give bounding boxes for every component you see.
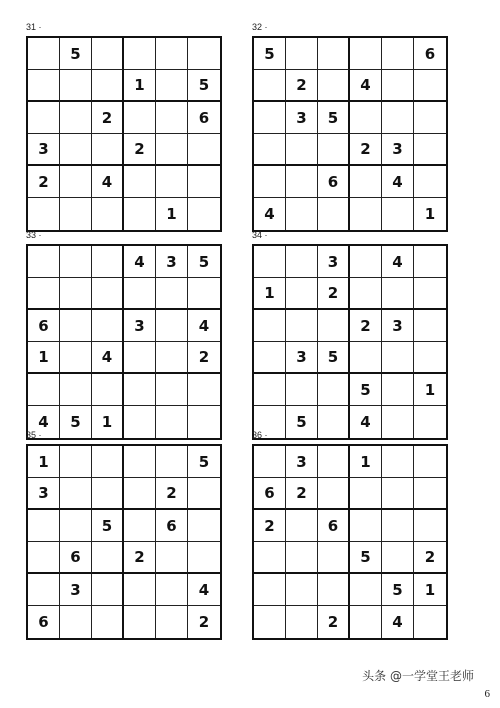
grid-cell bbox=[60, 446, 92, 478]
grid-cell bbox=[254, 70, 286, 102]
grid-cell bbox=[124, 278, 156, 310]
grid-cell: 4 bbox=[382, 246, 414, 278]
grid-cell bbox=[92, 38, 124, 70]
grid-cell bbox=[350, 102, 382, 134]
grid-cell: 3 bbox=[382, 134, 414, 166]
grid-cell: 2 bbox=[92, 102, 124, 134]
grid-cell bbox=[382, 342, 414, 374]
grid-cell bbox=[318, 574, 350, 606]
grid-cell bbox=[124, 406, 156, 438]
watermark: 头条 @一学堂王老师 bbox=[362, 669, 474, 683]
grid-cell: 5 bbox=[60, 38, 92, 70]
grid-cell bbox=[318, 38, 350, 70]
grid-cell bbox=[156, 166, 188, 198]
grid-cell bbox=[124, 166, 156, 198]
grid-cell bbox=[124, 38, 156, 70]
grid-cell bbox=[350, 478, 382, 510]
sudoku-grid bbox=[26, 36, 222, 232]
sudoku-grid bbox=[252, 444, 448, 640]
grid-cell bbox=[318, 374, 350, 406]
sudoku-grid bbox=[26, 244, 222, 440]
grid-cell bbox=[286, 246, 318, 278]
grid-cell bbox=[92, 198, 124, 230]
grid-cell bbox=[28, 374, 60, 406]
grid-cell bbox=[286, 166, 318, 198]
grid-cell bbox=[382, 198, 414, 230]
grid-cell bbox=[92, 310, 124, 342]
grid-cell: 5 bbox=[318, 102, 350, 134]
grid-cell bbox=[254, 134, 286, 166]
grid-cell bbox=[92, 542, 124, 574]
grid-cell bbox=[350, 510, 382, 542]
grid-cell bbox=[60, 102, 92, 134]
grid-cell: 3 bbox=[286, 446, 318, 478]
grid-cell: 5 bbox=[350, 542, 382, 574]
grid-cell bbox=[382, 278, 414, 310]
grid-cell bbox=[254, 374, 286, 406]
grid-cell bbox=[318, 134, 350, 166]
grid-cell bbox=[286, 374, 318, 406]
grid-cell bbox=[92, 246, 124, 278]
grid-cell: 3 bbox=[60, 574, 92, 606]
grid-cell bbox=[28, 70, 60, 102]
grid-cell bbox=[414, 606, 446, 638]
grid-cell: 6 bbox=[28, 310, 60, 342]
grid-cell: 4 bbox=[382, 606, 414, 638]
grid-cell bbox=[92, 70, 124, 102]
grid-cell bbox=[124, 478, 156, 510]
grid-cell: 6 bbox=[188, 102, 220, 134]
grid-cell: 5 bbox=[188, 246, 220, 278]
grid-cell: 3 bbox=[124, 310, 156, 342]
grid-cell bbox=[350, 606, 382, 638]
grid-cell: 2 bbox=[28, 166, 60, 198]
grid-cell bbox=[188, 134, 220, 166]
grid-cell bbox=[156, 134, 188, 166]
grid-cell bbox=[124, 342, 156, 374]
grid-cell bbox=[382, 70, 414, 102]
grid-cell bbox=[414, 278, 446, 310]
grid-cell: 1 bbox=[254, 278, 286, 310]
grid-cell bbox=[318, 198, 350, 230]
grid-cell bbox=[254, 446, 286, 478]
grid-cell: 1 bbox=[414, 374, 446, 406]
grid-cell: 4 bbox=[382, 166, 414, 198]
grid-cell bbox=[156, 278, 188, 310]
grid-cell bbox=[60, 246, 92, 278]
grid-cell bbox=[124, 606, 156, 638]
grid-cell bbox=[28, 38, 60, 70]
grid-cell: 6 bbox=[254, 478, 286, 510]
grid-cell bbox=[286, 198, 318, 230]
puzzle-number: 33 · bbox=[26, 230, 42, 240]
grid-cell bbox=[28, 510, 60, 542]
grid-cell: 2 bbox=[254, 510, 286, 542]
grid-cell bbox=[350, 246, 382, 278]
grid-cell bbox=[414, 166, 446, 198]
grid-cell: 1 bbox=[28, 342, 60, 374]
puzzle-number: 32 · bbox=[252, 22, 268, 32]
grid-cell bbox=[92, 446, 124, 478]
grid-cell bbox=[414, 310, 446, 342]
grid-cell bbox=[350, 198, 382, 230]
grid-cell: 5 bbox=[382, 574, 414, 606]
grid-cell bbox=[350, 278, 382, 310]
grid-cell bbox=[286, 134, 318, 166]
grid-cell bbox=[156, 446, 188, 478]
grid-cell bbox=[28, 198, 60, 230]
grid-cell bbox=[350, 574, 382, 606]
grid-cell bbox=[188, 478, 220, 510]
grid-cell: 4 bbox=[350, 70, 382, 102]
sudoku-grid bbox=[252, 36, 448, 232]
grid-cell bbox=[254, 606, 286, 638]
grid-cell bbox=[254, 246, 286, 278]
grid-cell bbox=[254, 342, 286, 374]
grid-cell bbox=[28, 278, 60, 310]
grid-cell: 4 bbox=[254, 198, 286, 230]
grid-cell: 2 bbox=[318, 278, 350, 310]
grid-cell bbox=[318, 70, 350, 102]
grid-cell: 2 bbox=[124, 542, 156, 574]
grid-cell bbox=[188, 510, 220, 542]
grid-cell: 2 bbox=[350, 310, 382, 342]
grid-cell: 1 bbox=[156, 198, 188, 230]
grid-cell bbox=[124, 446, 156, 478]
grid-cell bbox=[156, 70, 188, 102]
puzzle-number: 31 · bbox=[26, 22, 42, 32]
grid-cell bbox=[28, 246, 60, 278]
grid-cell bbox=[124, 374, 156, 406]
grid-cell bbox=[92, 574, 124, 606]
grid-cell bbox=[124, 574, 156, 606]
grid-cell: 5 bbox=[318, 342, 350, 374]
grid-cell: 3 bbox=[382, 310, 414, 342]
grid-cell bbox=[92, 134, 124, 166]
grid-cell: 4 bbox=[124, 246, 156, 278]
sudoku-grid bbox=[252, 244, 448, 440]
grid-cell bbox=[156, 310, 188, 342]
grid-cell: 6 bbox=[318, 510, 350, 542]
grid-cell bbox=[286, 310, 318, 342]
grid-cell: 4 bbox=[92, 342, 124, 374]
grid-cell: 3 bbox=[286, 342, 318, 374]
grid-cell bbox=[318, 542, 350, 574]
grid-cell bbox=[60, 374, 92, 406]
grid-cell bbox=[254, 166, 286, 198]
grid-cell bbox=[382, 406, 414, 438]
grid-cell bbox=[286, 510, 318, 542]
grid-cell bbox=[414, 70, 446, 102]
grid-cell bbox=[414, 134, 446, 166]
grid-cell bbox=[318, 446, 350, 478]
grid-cell: 5 bbox=[254, 38, 286, 70]
grid-cell: 6 bbox=[318, 166, 350, 198]
puzzle-number: 34 · bbox=[252, 230, 268, 240]
grid-cell: 1 bbox=[350, 446, 382, 478]
grid-cell bbox=[414, 446, 446, 478]
grid-cell: 2 bbox=[318, 606, 350, 638]
grid-cell: 5 bbox=[92, 510, 124, 542]
grid-cell bbox=[286, 278, 318, 310]
grid-cell bbox=[188, 278, 220, 310]
grid-cell bbox=[156, 542, 188, 574]
grid-cell bbox=[60, 278, 92, 310]
grid-cell: 5 bbox=[188, 446, 220, 478]
grid-cell: 5 bbox=[286, 406, 318, 438]
sudoku-grid bbox=[26, 444, 222, 640]
grid-cell bbox=[414, 102, 446, 134]
grid-cell bbox=[124, 102, 156, 134]
grid-cell: 6 bbox=[28, 606, 60, 638]
grid-cell: 4 bbox=[350, 406, 382, 438]
grid-cell bbox=[156, 38, 188, 70]
grid-cell: 6 bbox=[60, 542, 92, 574]
grid-cell bbox=[188, 38, 220, 70]
grid-cell: 3 bbox=[156, 246, 188, 278]
grid-cell bbox=[60, 478, 92, 510]
grid-cell bbox=[318, 310, 350, 342]
grid-cell bbox=[28, 542, 60, 574]
grid-cell: 2 bbox=[350, 134, 382, 166]
grid-cell bbox=[60, 134, 92, 166]
grid-cell bbox=[254, 102, 286, 134]
grid-cell: 4 bbox=[188, 310, 220, 342]
grid-cell bbox=[382, 478, 414, 510]
grid-cell bbox=[188, 198, 220, 230]
grid-cell bbox=[254, 542, 286, 574]
grid-cell: 3 bbox=[28, 478, 60, 510]
grid-cell bbox=[414, 342, 446, 374]
grid-cell bbox=[60, 198, 92, 230]
grid-cell: 1 bbox=[124, 70, 156, 102]
grid-cell: 5 bbox=[188, 70, 220, 102]
grid-cell: 1 bbox=[424, 205, 436, 223]
grid-cell bbox=[28, 574, 60, 606]
grid-cell: 3 bbox=[286, 102, 318, 134]
grid-cell bbox=[92, 606, 124, 638]
grid-cell bbox=[156, 606, 188, 638]
grid-cell bbox=[188, 406, 220, 438]
grid-cell bbox=[382, 38, 414, 70]
grid-cell bbox=[156, 574, 188, 606]
grid-cell: 2 bbox=[124, 134, 156, 166]
puzzle-number: 35 · bbox=[26, 430, 42, 440]
grid-cell bbox=[156, 102, 188, 134]
grid-cell bbox=[156, 374, 188, 406]
grid-cell bbox=[254, 310, 286, 342]
grid-cell bbox=[286, 606, 318, 638]
grid-cell bbox=[92, 478, 124, 510]
grid-cell: 3 bbox=[318, 246, 350, 278]
page-number: 6 bbox=[484, 688, 490, 700]
grid-cell: 2 bbox=[188, 342, 220, 374]
grid-cell bbox=[188, 166, 220, 198]
grid-cell: 1 bbox=[414, 574, 446, 606]
grid-cell bbox=[382, 542, 414, 574]
grid-cell bbox=[60, 166, 92, 198]
grid-cell bbox=[60, 310, 92, 342]
grid-cell: 2 bbox=[156, 478, 188, 510]
grid-cell: 5 bbox=[60, 406, 92, 438]
grid-cell bbox=[156, 406, 188, 438]
grid-cell bbox=[124, 510, 156, 542]
grid-cell bbox=[414, 246, 446, 278]
grid-cell bbox=[382, 102, 414, 134]
grid-cell: 2 bbox=[198, 613, 210, 631]
puzzle-number: 36 · bbox=[252, 430, 268, 440]
grid-cell bbox=[92, 278, 124, 310]
grid-cell bbox=[188, 374, 220, 406]
grid-cell: 1 bbox=[92, 406, 124, 438]
grid-cell bbox=[286, 38, 318, 70]
grid-cell: 5 bbox=[350, 374, 382, 406]
grid-cell bbox=[382, 374, 414, 406]
grid-cell: 4 bbox=[188, 574, 220, 606]
grid-cell bbox=[60, 70, 92, 102]
grid-cell: 1 bbox=[28, 446, 60, 478]
grid-cell bbox=[92, 374, 124, 406]
grid-cell bbox=[124, 198, 156, 230]
grid-cell bbox=[318, 406, 350, 438]
grid-cell: 2 bbox=[286, 70, 318, 102]
grid-cell bbox=[414, 478, 446, 510]
grid-cell bbox=[414, 510, 446, 542]
grid-cell: 4 bbox=[28, 406, 60, 438]
grid-cell: 2 bbox=[414, 542, 446, 574]
grid-cell: 6 bbox=[414, 38, 446, 70]
grid-cell bbox=[318, 478, 350, 510]
grid-cell: 3 bbox=[28, 134, 60, 166]
grid-cell bbox=[28, 102, 60, 134]
grid-cell bbox=[60, 510, 92, 542]
grid-cell bbox=[156, 342, 188, 374]
grid-cell bbox=[350, 342, 382, 374]
grid-cell bbox=[286, 542, 318, 574]
grid-cell: 4 bbox=[92, 166, 124, 198]
grid-cell: 6 bbox=[156, 510, 188, 542]
grid-cell bbox=[286, 574, 318, 606]
grid-cell bbox=[350, 38, 382, 70]
grid-cell bbox=[188, 542, 220, 574]
grid-cell bbox=[382, 446, 414, 478]
grid-cell bbox=[60, 342, 92, 374]
grid-cell bbox=[60, 606, 92, 638]
grid-cell: 2 bbox=[286, 478, 318, 510]
grid-cell bbox=[254, 574, 286, 606]
grid-cell bbox=[382, 510, 414, 542]
grid-cell bbox=[350, 166, 382, 198]
grid-cell bbox=[414, 406, 446, 438]
